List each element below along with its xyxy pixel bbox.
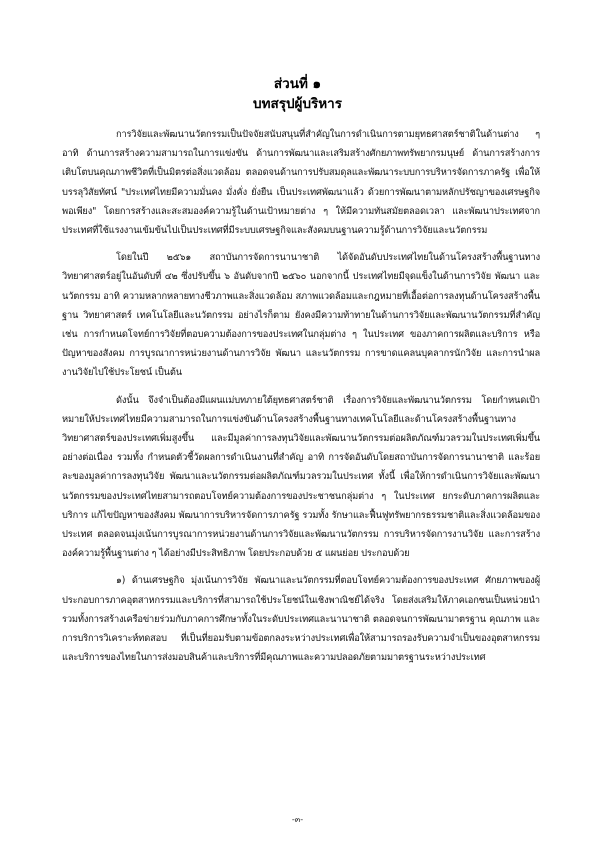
paragraph: โดยในปี ๒๕๖๑ สถาบันการจัดการนานาชาติ ได้จัดอันดับประเทศไทยในด้านโครงสร้างพื้นฐานทางวิทยาศาสตร์อยู่ในอันดับที่ ๔๒ ซึ่งปรับขึ้น ๖ อันดับจากปี ๒๕๖๐ นอกจากนี้ ประเทศไทยมีจุดแข็งในด้านการวิจัย พัฒนา และนวัตกรรม อาทิ ความหลากหลายทางชีวภาพและสิ่งแวดล้อม สภาพแวดล้อมและกฎหมายที่เอื้อต่อการลงทุนด้านโครงสร้างพื้นฐาน วิทยาศาสตร์ เทคโนโลยีและนวัตกรรม อย่างไรก็ตาม ยังคงมีความท้าทายในด้านการวิจัยและพัฒนานวัตกรรมที่สำคัญ เช่น การกำหนดโจทย์การวิจัยที่ตอบความต้องการของประเทศในกลุ่มต่าง ๆ ในประเทศ ของภาคการผลิตและบริการ หรือปัญหาของสังคม การบูรณาการหน่วยงานด้านการวิจัย พัฒนา และนวัตกรรม การขาดแคลนบุคลากรนักวิจัย และการนำผลงานวิจัยไปใช้ประโยชน์ เป็นต้น: [62, 252, 540, 379]
document-body: [62, 125, 540, 675]
page-number: -๓-: [291, 815, 304, 824]
paragraph: ดังนั้น จึงจำเป็นต้องมีแผนแม่บทภายใต้ยุทธศาสตร์ชาติ เรื่องการวิจัยและพัฒนานวัตกรรม โดยกำหนดเป้าหมายให้ประเทศไทยมีความสามารถในการแข่งขันด้านโครงสร้างพื้นฐานทางเทคโนโลยีและด้านโครงสร้างพื้นฐานทางวิทยาศาสตร์ของประเทศเพิ่มสูงขึ้น และมีมูลค่าการลงทุนวิจัยและพัฒนานวัตกรรมต่อผลิตภัณฑ์มวลรวมในประเทศเพิ่มขึ้นอย่างต่อเนื่อง รวมทั้ง กำหนดตัวชี้วัดผลการดำเนินงานที่สำคัญ อาทิ การจัดอันดับโดยสถาบันการจัดการนานาชาติ และร้อยละของมูลค่าการลงทุนวิจัย พัฒนาและนวัตกรรมต่อผลิตภัณฑ์มวลรวมในประเทศ ทั้งนี้ เพื่อให้การดำเนินการวิจัยและพัฒนานวัตกรรมของประเทศไทยสามารถตอบโจทย์ความต้องการของประชาชนกลุ่มต่าง ๆ ในประเทศ ยกระดับภาคการผลิตและบริการ แก้ไขปัญหาของสังคม พัฒนาการบริหารจัดการภาครัฐ รวมทั้ง รักษาและฟื้นฟูทรัพยากรธรรมชาติและสิ่งแวดล้อมของประเทศ ตลอดจนมุ่งเน้นการบูรณาการหน่วยงานด้านการวิจัยและพัฒนานวัตกรรม การบริหารจัดการงานวิจัย และการสร้างองค์ความรู้พื้นฐานต่าง ๆ ได้อย่างมีประสิทธิภาพ โดยประกอบด้วย ๕ แผนย่อย ประกอบด้วย: [62, 394, 540, 560]
section-label: ส่วนที่ ๑: [273, 76, 322, 92]
paragraph-list-item: ๑) ด้านเศรษฐกิจ มุ่งเน้นการวิจัย พัฒนาและนวัตกรรมที่ตอบโจทย์ความต้องการของประเทศ ศักยภาพของผู้ประกอบการภาคอุตสาหกรรมและบริการที่สามารถใช้ประโยชน์ในเชิงพาณิชย์ได้จริง โดยส่งเสริมให้ภาคเอกชนเป็นหน่วยนำ รวมทั้งการสร้างเครือข่ายร่วมกับภาคการศึกษาทั้งในระดับประเทศและนานาชาติ ตลอดจนการพัฒนามาตรฐาน คุณภาพ และการบริการวิเคราะห์ทดสอบ ที่เป็นที่ยอมรับตามข้อตกลงระหว่างประเทศเพื่อให้สามารถรองรับความจำเป็นของอุตสาหกรรมและบริการของไทยในการส่งมอบสินค้าและบริการที่มีคุณภาพและความปลอดภัยตามมาตรฐานระหว่างประเทศ: [62, 575, 540, 664]
paragraph: การวิจัยและพัฒนานวัตกรรมเป็นปัจจัยสนับสนุนที่สำคัญในการดำเนินการตามยุทธศาสตร์ชาติในด้านต่าง ๆ อาทิ ด้านการสร้างความสามารถในการแข่งขัน ด้านการพัฒนาและเสริมสร้างศักยภาพทรัพยากรมนุษย์ ด้านการสร้างการเติบโตบนคุณภาพชีวิตที่เป็นมิตรต่อสิ่งแวดล้อม ตลอดจนด้านการปรับสมดุลและพัฒนาระบบการบริหารจัดการภาครัฐ เพื่อให้บรรลุวิสัยทัศน์ "ประเทศไทยมีความมั่นคง มั่งคั่ง ยั่งยืน เป็นประเทศพัฒนาแล้ว ด้วยการพัฒนาตามหลักปรัชญาของเศรษฐกิจพอเพียง" โดยการสร้างและสะสมองค์ความรู้ในด้านเป้าหมายต่าง ๆ ให้มีความทันสมัยตลอดเวลา และพัฒนาประเทศจากประเทศที่ใช้แรงงานเข้มข้นไปเป็นประเทศที่มีระบบเศรษฐกิจและสังคมบนฐานความรู้ด้านการวิจัยและนวัตกรรม: [62, 129, 540, 237]
section-title: บทสรุปผู้บริหาร: [253, 96, 342, 112]
